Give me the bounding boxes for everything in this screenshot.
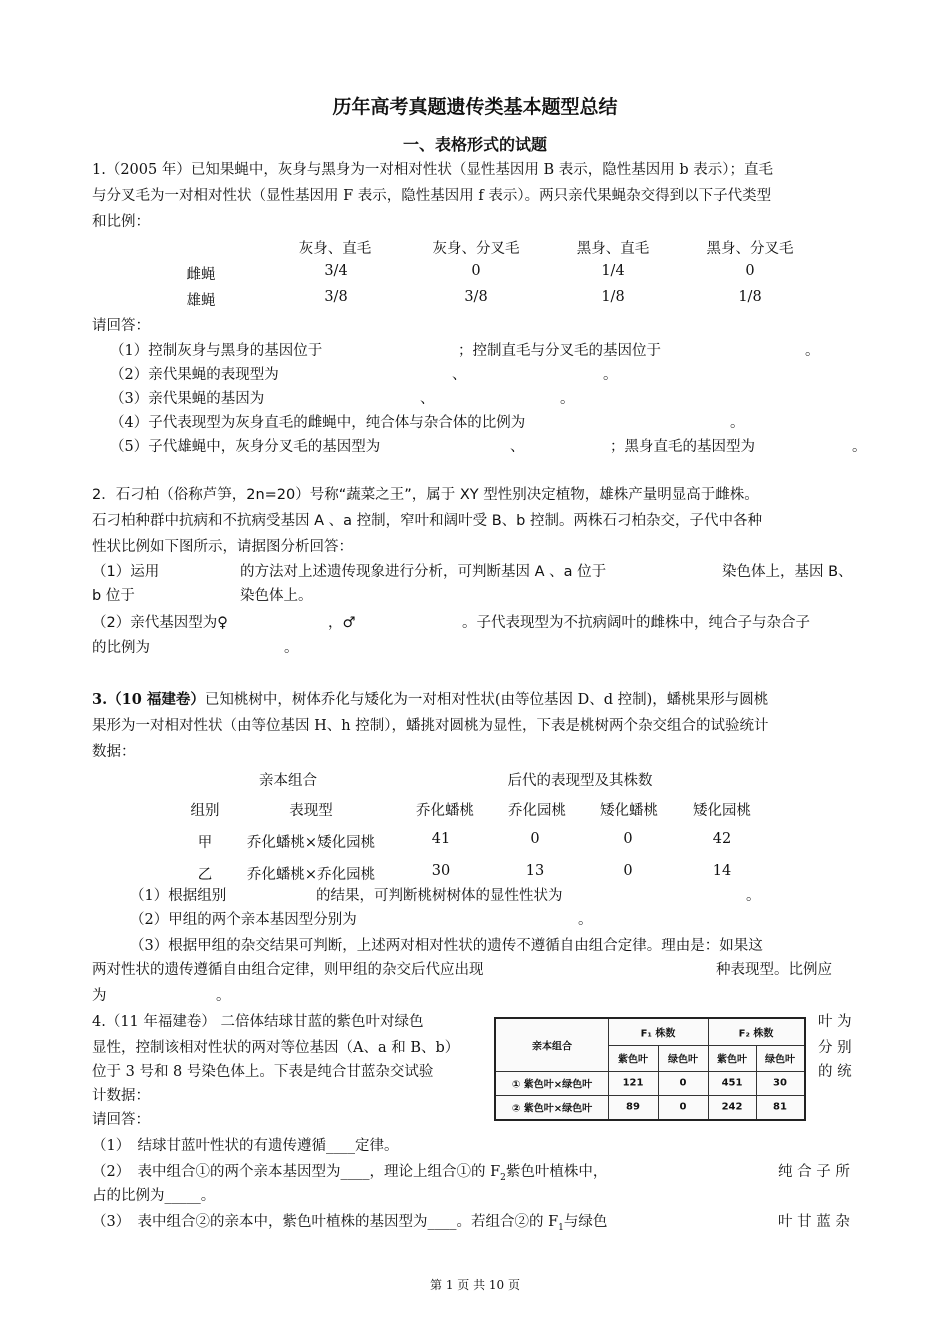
q4-col-group: 亲本组合 bbox=[532, 1041, 572, 1053]
q2-line-1: 2．石刁柏（俗称芦笋，2n=20）号称“蔬菜之王”，属于 XY 型性别决定植物，雄株产量明显高于雌株。 bbox=[92, 487, 759, 503]
q2-line-2: 石刁柏种群中抗病和不抗病受基因 A 、a 控制，窄叶和阔叶受 B、b 控制。两株石刁柏杂交，子代中各种 bbox=[92, 513, 762, 529]
q3-item-2: 。 bbox=[578, 912, 593, 928]
q3-top-header: 亲本组合 bbox=[259, 773, 317, 789]
q3-cell: 乔化蟠桃×乔化园桃 bbox=[246, 867, 376, 883]
q1-cell: 3/8 bbox=[324, 289, 348, 305]
q2-item-2: ，♂ bbox=[328, 615, 356, 631]
q4-cell: 0 bbox=[679, 1077, 687, 1089]
q4-item-2-text: （2） 表中组合①的两个亲本基因型为____，理论上组合①的 F bbox=[92, 1164, 501, 1180]
q3-header: 乔化蟠桃 bbox=[416, 803, 474, 819]
q2-item-1b: 染色体上。 bbox=[240, 588, 313, 604]
q3-cell: 乔化蟠桃×矮化园桃 bbox=[246, 835, 376, 851]
q1-line-3: 和比例： bbox=[92, 214, 150, 230]
q4-subheader: 绿色叶 bbox=[668, 1054, 698, 1066]
q3-text: 已知桃树中，树体乔化与矮化为一对相对性状(由等位基因 D、d 控制)，蟠桃果形与圆桃 bbox=[204, 692, 769, 708]
q1-item-5: 。 bbox=[852, 439, 867, 455]
q1-cell: 1/8 bbox=[738, 289, 762, 305]
q4-right-word: 叶 为 bbox=[818, 1014, 852, 1030]
q1-item-5: （5）子代雄蝇中，灰身分叉毛的基因型为 bbox=[110, 439, 381, 455]
q3-line-after-2: 。 bbox=[216, 988, 231, 1004]
q4-f2-header: F₂ 株数 bbox=[738, 1028, 774, 1040]
q1-cell: 1/8 bbox=[601, 289, 625, 305]
q1-item-4: 。 bbox=[730, 415, 745, 431]
q4-row-label: ① 紫色叶×绿色叶 bbox=[511, 1079, 593, 1091]
q4-cell: 89 bbox=[626, 1101, 640, 1113]
q3-header: 矮化园桃 bbox=[693, 803, 751, 819]
q4-item-2-right: 纯 合 子 所 bbox=[778, 1164, 850, 1180]
q4-cell: 81 bbox=[773, 1101, 787, 1113]
q3-item-1: （1）根据组别 bbox=[130, 888, 227, 904]
q4-table bbox=[494, 1017, 806, 1121]
q4-f1-header: F₁ 株数 bbox=[640, 1028, 676, 1040]
q1-item-2: 。 bbox=[603, 367, 618, 383]
q1-cell: 3/8 bbox=[464, 289, 488, 305]
q4-item-3 bbox=[92, 1210, 607, 1240]
q1-item-1: （1）控制灰身与黑身的基因位于 bbox=[110, 343, 323, 359]
q1-header: 灰身、分叉毛 bbox=[432, 241, 520, 257]
q1-cell: 0 bbox=[745, 263, 755, 279]
q3-cell: 甲 bbox=[197, 835, 213, 851]
q3-header: 组别 bbox=[190, 803, 220, 819]
q2-item-1b: b 位于 bbox=[92, 588, 135, 604]
q1-item-5: 、 bbox=[510, 439, 525, 455]
q3-cell: 0 bbox=[530, 831, 540, 847]
q1-item-2: 、 bbox=[452, 367, 467, 383]
q4-subheader: 绿色叶 bbox=[765, 1054, 795, 1066]
q3-cell: 乙 bbox=[197, 867, 213, 883]
q4-item-3-text: （3） 表中组合②的亲本中，紫色叶植株的基因型为____。若组合②的 F bbox=[92, 1214, 559, 1230]
q1-item-5: ；黑身直毛的基因型为 bbox=[610, 439, 755, 455]
q1-prompt: 请回答： bbox=[92, 318, 150, 334]
q2-item-2: （2）亲代基因型为♀ bbox=[92, 615, 228, 631]
section-heading: 一、表格形式的试题 bbox=[402, 135, 547, 154]
q1-line-1: 1.（2005 年）已知果蝇中，灰身与黑身为一对相对性状（显性基因用 B 表示，隐性基因用 b 表示）；直毛 bbox=[92, 162, 773, 178]
q4-item-2-sub: 2 bbox=[500, 1172, 506, 1183]
q3-item-1: 。 bbox=[746, 888, 761, 904]
q3-item-2: （2）甲组的两个亲本基因型分别为 bbox=[130, 912, 357, 928]
q2-item-1: （1）运用 bbox=[92, 564, 160, 580]
q1-header: 灰身、直毛 bbox=[298, 241, 372, 257]
q1-header: 黑身、分叉毛 bbox=[706, 241, 794, 257]
q3-cell: 0 bbox=[623, 831, 633, 847]
q3-cell: 30 bbox=[431, 863, 451, 879]
q4-item-2-text: 紫色叶植株中， bbox=[505, 1164, 608, 1180]
q4-item-3-sub: 1 bbox=[558, 1222, 564, 1233]
q3-cell: 13 bbox=[525, 863, 545, 879]
q3-line-1 bbox=[92, 688, 768, 712]
q4-line-1: 4.（11 年福建卷） 二倍体结球甘蓝的紫色叶对绿色 bbox=[92, 1014, 424, 1030]
q4-item-3-right: 叶 甘 蓝 杂 bbox=[778, 1214, 850, 1230]
q2-item-2: 。子代表现型为不抗病阔叶的雌株中，纯合子与杂合子 bbox=[462, 615, 810, 631]
q4-cell: 30 bbox=[773, 1077, 787, 1089]
q1-row-label: 雄蝇 bbox=[186, 293, 216, 309]
q2-item-1: 的方法对上述遗传现象进行分析，可判断基因 A 、a 位于 bbox=[240, 564, 607, 580]
q4-item-1: （1） 结球甘蓝叶性状的有遗传遵循____定律。 bbox=[92, 1138, 399, 1154]
q4-prompt: 请回答： bbox=[92, 1112, 150, 1128]
q1-item-3: 。 bbox=[560, 391, 575, 407]
q3-source: 3.（10 福建卷） bbox=[92, 691, 205, 708]
q3-header: 表现型 bbox=[289, 803, 333, 819]
q1-item-2: （2）亲代果蝇的表现型为 bbox=[110, 367, 279, 383]
q2-item-2b: 。 bbox=[284, 640, 299, 656]
page-footer: 第 1 页 共 10 页 bbox=[430, 1278, 520, 1292]
q3-line-3: 数据： bbox=[92, 744, 136, 760]
q3-cell: 0 bbox=[623, 863, 633, 879]
q3-header: 矮化蟠桃 bbox=[600, 803, 658, 819]
q4-cell: 451 bbox=[721, 1077, 743, 1089]
q3-cell: 41 bbox=[431, 831, 451, 847]
page-title: 历年高考真题遗传类基本题型总结 bbox=[332, 96, 618, 118]
q4-right-word: 分 别 bbox=[818, 1040, 852, 1056]
q1-header: 黑身、直毛 bbox=[576, 241, 650, 257]
q4-right-word: 的 统 bbox=[818, 1064, 852, 1080]
q1-row-label: 雌蝇 bbox=[186, 267, 216, 283]
q1-item-1: 。 bbox=[805, 343, 820, 359]
q4-subheader: 紫色叶 bbox=[717, 1054, 747, 1066]
q4-line-2: 显性，控制该相对性状的两对等位基因（A、a 和 B、b） bbox=[92, 1040, 460, 1056]
q3-line-after-1: 种表现型。比例应 bbox=[716, 962, 832, 978]
q2-item-1: 染色体上，基因 B、 bbox=[722, 564, 853, 580]
q3-line-2: 果形为一对相对性状（由等位基因 H、h 控制），蟠挑对圆桃为显性，下表是桃树两个杂交组合的试验统计 bbox=[92, 718, 769, 734]
q1-cell: 3/4 bbox=[324, 263, 348, 279]
q4-row-label: ② 紫色叶×绿色叶 bbox=[511, 1103, 593, 1115]
q4-line-3: 位于 3 号和 8 号染色体上。下表是纯合甘蓝杂交试验 bbox=[92, 1064, 434, 1080]
q1-cell: 0 bbox=[471, 263, 481, 279]
q1-item-3: 、 bbox=[420, 391, 435, 407]
q4-cell: 0 bbox=[679, 1101, 687, 1113]
q3-cell: 14 bbox=[712, 863, 732, 879]
q2-item-2b: 的比例为 bbox=[92, 640, 150, 656]
q4-line-4: 计数据： bbox=[92, 1088, 150, 1104]
q4-subheader: 紫色叶 bbox=[618, 1054, 648, 1066]
q3-header: 乔化园桃 bbox=[508, 803, 566, 819]
q4-item-2-cont: 占的比例为_____。 bbox=[92, 1188, 216, 1204]
q1-item-3: （3）亲代果蝇的基因为 bbox=[110, 391, 265, 407]
q3-line-after-2: 为 bbox=[92, 988, 107, 1004]
q3-top-header: 后代的表现型及其株数 bbox=[507, 773, 653, 789]
q1-cell: 1/4 bbox=[601, 263, 625, 279]
q4-cell: 242 bbox=[721, 1101, 743, 1113]
q3-item-1: 的结果，可判断桃树树体的显性性状为 bbox=[316, 888, 563, 904]
q1-item-4: （4）子代表现型为灰身直毛的雌蝇中，纯合体与杂合体的比例为 bbox=[110, 415, 526, 431]
q1-line-2: 与分叉毛为一对相对性状（显性基因用 F 表示，隐性基因用 f 表示）。两只亲代果蝇杂交得到以下子代类型 bbox=[92, 188, 772, 204]
q3-line-after-1: 两对性状的遗传遵循自由组合定律，则甲组的杂交后代应出现 bbox=[92, 962, 484, 978]
q4-cell: 121 bbox=[622, 1077, 644, 1089]
q2-line-3: 性状比例如下图所示，请据图分析回答： bbox=[92, 539, 353, 555]
q4-item-3-text: 与绿色 bbox=[563, 1214, 608, 1230]
q3-item-3: （3）根据甲组的杂交结果可判断，上述两对相对性状的遗传不遵循自由组合定律。理由是：如果这 bbox=[130, 938, 763, 954]
q3-cell: 42 bbox=[712, 831, 732, 847]
q1-item-1: ；控制直毛与分叉毛的基因位于 bbox=[458, 343, 661, 359]
